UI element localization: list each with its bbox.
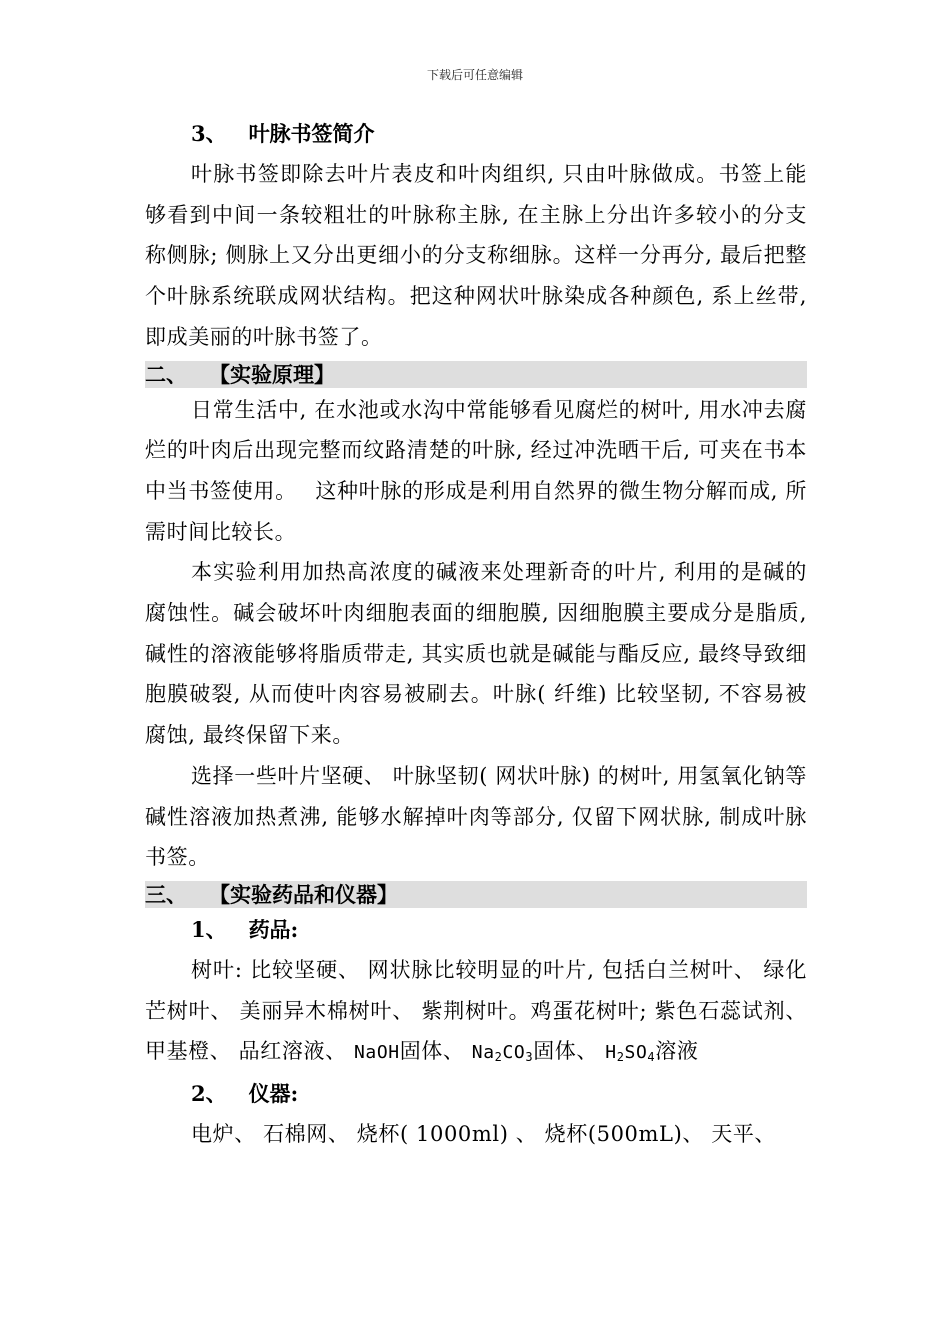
paragraph-intro: 叶脉书签即除去叶片表皮和叶肉组织, 只由叶脉做成。书签上能够看到中间一条较粗壮的叶脉称主脉, 在主脉上分出许多较小的分支称侧脉; 侧脉上又分出更细小的分支称细脉。这样一分再分, 最后把整个叶脉系统联成网状结构。把这种网状叶脉染成各种颜色, 系上丝带, 即成美丽的叶脉书签了。 (145, 162, 807, 349)
subheading-instruments (145, 1074, 807, 1114)
subheading-number: 2、 (191, 1081, 227, 1107)
section-number: 二、 (145, 361, 187, 387)
subheading-number: 3、 (191, 121, 227, 146)
section-title: 【实验原理】 (209, 361, 335, 387)
section-heading-principle (145, 361, 807, 388)
drugs-text: 固体、 (533, 1039, 606, 1064)
paragraph-principle-3: 选择一些叶片坚硬、 叶脉坚韧( 网状叶脉) 的树叶, 用氢氧化钠等碱性溶液加热煮沸, 能够水解掉叶肉等部分, 仅留下网状脉, 制成叶脉书签。 (145, 763, 807, 870)
paragraph-drugs (145, 950, 807, 1074)
section-number: 三、 (145, 881, 187, 907)
section-title: 【实验药品和仪器】 (209, 881, 398, 907)
drugs-text: 树叶: 比较坚硬、 网状脉比较明显的叶片, 包括白兰树叶、 绿化芒树叶、 美丽异木棉树叶、 紫荆树叶。鸡蛋花树叶; 紫色石蕊试剂、 甲基橙、 品红溶液、 (145, 957, 807, 1064)
paragraph-principle-1: 日常生活中, 在水池或水沟中常能够看见腐烂的树叶, 用水冲去腐烂的叶肉后出现完整而纹路清楚的叶脉, 经过冲洗晒干后, 可夹在书本中当书签使用。 这种叶脉的形成是利用自然界的微生物分解而成, 所需时间比较长。 (145, 397, 807, 544)
chem-part: Na (471, 1042, 495, 1064)
chem-naoh: NaOH (353, 1042, 400, 1064)
chem-part: CO (502, 1042, 526, 1064)
section-heading-materials (145, 881, 807, 908)
drugs-text: 固体、 (399, 1039, 472, 1064)
chem-part: H (605, 1042, 617, 1064)
chem-subscript: 2 (616, 1050, 625, 1065)
chem-part: SO (624, 1042, 648, 1064)
subheading-title: 药品: (248, 916, 299, 942)
chem-subscript: 4 (647, 1050, 656, 1065)
chem-subscript: 2 (494, 1050, 503, 1065)
paragraph-instruments: 电炉、 石棉网、 烧杯( 1000ml) 、 烧杯(500mL)、 天平、 (191, 1122, 777, 1147)
chem-subscript: 3 (525, 1050, 534, 1065)
subheading-bookmark-intro (145, 114, 807, 154)
document-body (145, 114, 807, 1155)
subheading-title: 仪器: (248, 1081, 299, 1107)
subheading-drugs (145, 910, 807, 950)
page-header: 下载后可任意编辑 (426, 68, 523, 82)
chem-h2so4 (605, 1042, 655, 1063)
drugs-text: 溶液 (655, 1039, 699, 1064)
chem-na2co3 (472, 1042, 533, 1063)
subheading-title: 叶脉书签简介 (248, 121, 375, 146)
paragraph-principle-2: 本实验利用加热高浓度的碱液来处理新奇的叶片, 利用的是碱的腐蚀性。碱会破坏叶肉细胞表面的细胞膜, 因细胞膜主要成分是脂质, 碱性的溶液能够将脂质带走, 其实质也就是碱能与酯反应, 最终导致细胞膜破裂, 从而使叶肉容易被刷去。叶脉( 纤维) 比较坚韧, 不容易被腐蚀, 最终保留下来。 (145, 560, 807, 748)
subheading-number: 1、 (191, 916, 227, 942)
